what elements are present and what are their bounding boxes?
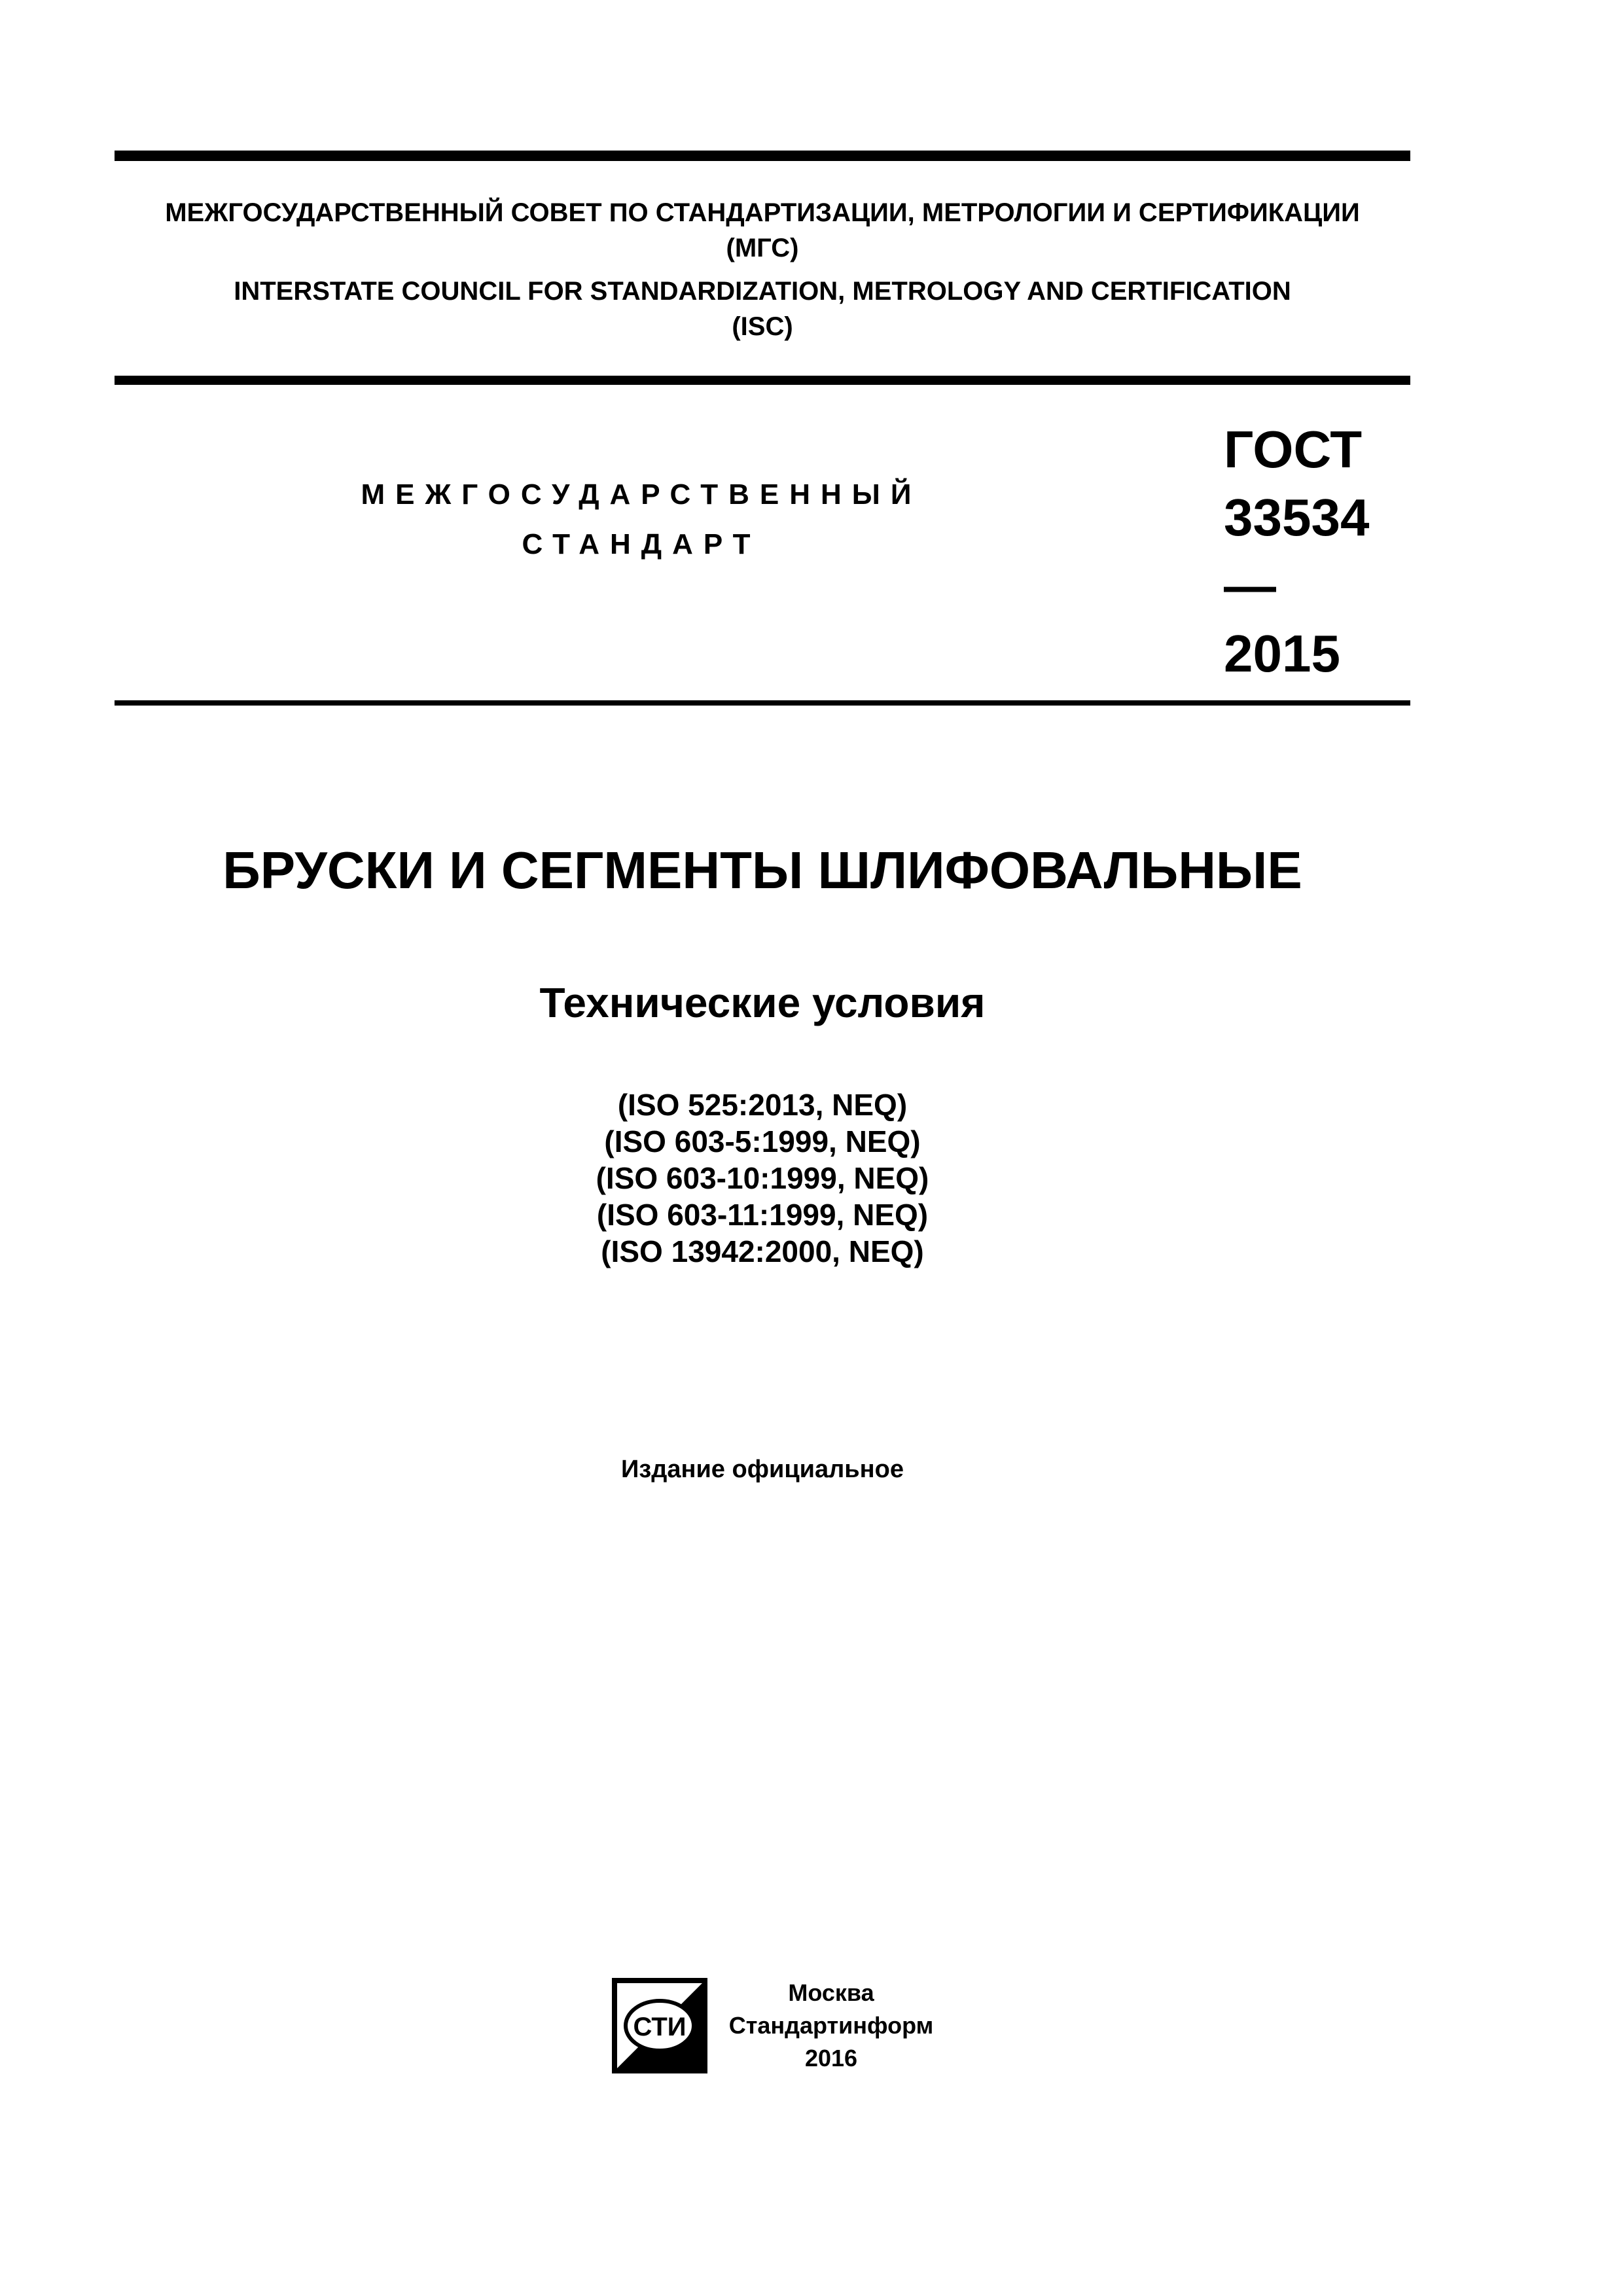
council-name-ru-line1: МЕЖГОСУДАРСТВЕННЫЙ СОВЕТ ПО СТАНДАРТИЗАЦИИ, МЕТРОЛОГИИ И СЕРТИФИКАЦИИ (165, 198, 1360, 227)
council-name-en-line1: INTERSTATE COUNCIL FOR STANDARDIZATION, METROLOGY AND CERTIFICATION (234, 277, 1291, 306)
iso-reference: (ISO 525:2013, NEQ) (617, 1088, 908, 1122)
council-name-en (115, 274, 1410, 344)
publisher-imprint (720, 1977, 942, 2075)
gost-designation (1224, 416, 1410, 688)
council-abbr-en: (ISC) (732, 312, 793, 341)
iso-reference: (ISO 603-5:1999, NEQ) (604, 1124, 921, 1158)
iso-reference: (ISO 603-11:1999, NEQ) (596, 1198, 929, 1232)
top-rule (115, 151, 1410, 161)
publisher-year: 2016 (804, 2045, 858, 2072)
standard-kind-line2: СТАНДАРТ (522, 528, 761, 560)
gost-label: ГОСТ (1224, 420, 1363, 478)
publisher-name: Стандартинформ (728, 2012, 934, 2039)
publisher-city: Москва (788, 1979, 874, 2006)
edition-note: Издание официальное (621, 1456, 904, 1483)
iso-reference: (ISO 13942:2000, NEQ) (601, 1234, 924, 1268)
standard-kind-line1: МЕЖГОСУДАРСТВЕННЫЙ (361, 478, 922, 511)
middle-rule (115, 376, 1410, 385)
gost-year: 2015 (1224, 624, 1340, 683)
bottom-rule (115, 700, 1410, 706)
gost-number: 33534— (1224, 488, 1370, 615)
document-subtitle: Технические условия (539, 979, 986, 1026)
council-name-ru (115, 195, 1410, 266)
iso-reference: (ISO 603-10:1999, NEQ) (596, 1161, 929, 1195)
standard-kind (275, 470, 1008, 569)
document-title: БРУСКИ И СЕГМЕНТЫ ШЛИФОВАЛЬНЫЕ (223, 841, 1302, 899)
council-abbr-ru: (МГС) (726, 234, 799, 262)
iso-references (115, 1086, 1410, 1270)
standartinform-logo-icon (612, 1978, 707, 2073)
logo-lettering: СТИ (633, 2013, 687, 2041)
